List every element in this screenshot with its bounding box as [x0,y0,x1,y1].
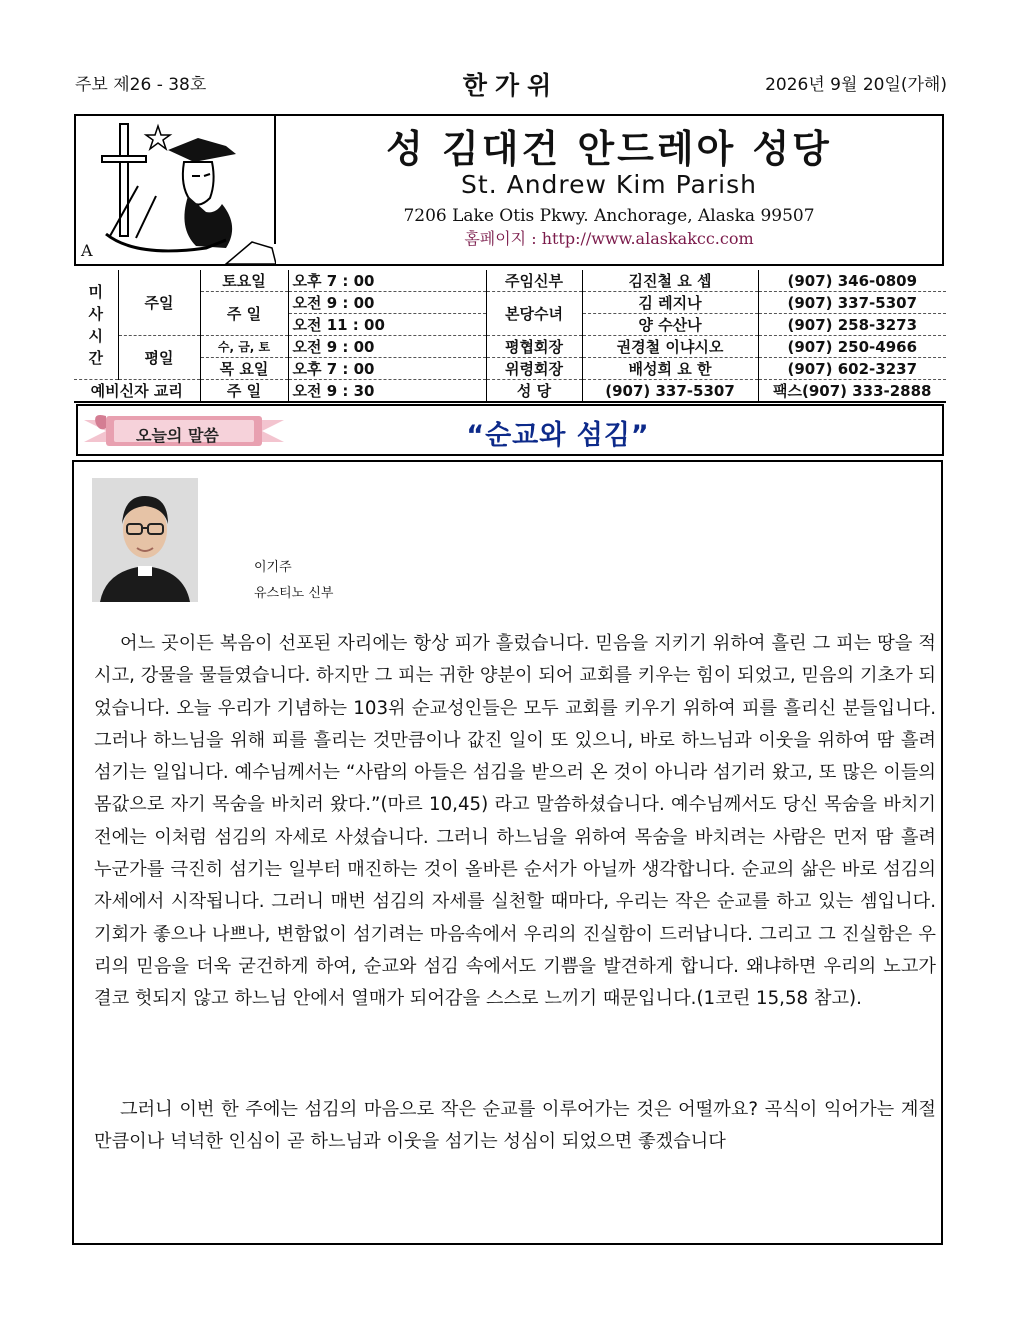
bulletin-date: 2026년 9월 20일(가해) [765,75,947,95]
parish-website-link[interactable]: 홈페이지 : http://www.alaskakcc.com [464,229,754,248]
table-row [74,358,946,380]
todays-word-banner [76,404,944,456]
todays-word-label: 오늘의 말씀 [136,426,219,445]
schedule-time: 오후 7 : 00 [288,270,486,292]
mass-label-char: 시 [88,326,103,345]
staff-role: 본당수녀 [486,292,582,336]
schedule-day: 주 일 [200,292,288,336]
staff-phone: (907) 337-5307 [758,292,946,314]
parish-name-korean: 성 김대건 안드레아 성당 [386,127,832,171]
parish-address: 7206 Lake Otis Pkwy. Anchorage, Alaska 99507 [403,206,815,226]
weekday-label: 평일 [118,336,200,380]
staff-name: 배성희 요 한 [582,358,758,380]
staff-role: 성 당 [486,380,582,403]
staff-name: 김진철 요 셉 [582,270,758,292]
parish-logo [76,116,276,264]
article-paragraph: 어느 곳이든 복음이 선포된 자리에는 항상 피가 흘렀습니다. 믿음을 지키기 위하여 흘린 그 피는 땅을 적시고, 강물을 물들였습니다. 하지만 그 피는 귀한 양분이 되어 교회를 키우는 힘이 되었고, 믿음의 기초가 되었습니다. 오늘 우리가 기념하는 103위 순교성인들은 모두 교회를 키우기 위하여 피를 흘리신 분들입니다. 그러나 하느님을 위해 피를 흘리는 것만큼이나 값진 일이 또 있으니, 바로 하느님과 이웃을 위하여 땀 흘려 섬기는 일입니다. 예수님께서는 “사람의 아들은 섬김을 받으러 온 것이 아니라 섬기러 왔고, 또 많은 이들의 몸값으로 자기 목숨을 바치러 왔다.”(마르 10,45) 라고 말씀하셨습니다. 예수님께서도 당신 목숨을 바치기 전에는 이처럼 섬김의 자세로 사셨습니다. 그러니 하느님을 위하여 목숨을 바치려는 사람은 먼저 땀 흘려 누군가를 극진히 섬기는 일부터 매진하는 것이 올바른 순서가 아닐까 생각합니다. 순교의 삶은 바로 섬김의 자세에서 시작됩니다. 그러니 매번 섬김의 자세를 실천할 때마다, 우리는 작은 순교를 하고 있는 셈입니다. 기회가 좋으나 나쁘나, 변함없이 섬기려는 마음속에서 우리의 진실함이 드러납니다. 그리고 그 진실함은 우리의 믿음을 더욱 굳건하게 하여, 순교와 섬김 속에서도 기쁨을 발견하게 합니다. 왜냐하면 우리의 노고가 결코 헛되지 않고 하느님 안에서 열매가 되어감을 스스로 느끼기 때문입니다.(1코린 15,58 참고). [94,633,936,1010]
staff-role: 주임신부 [486,270,582,292]
author-name: 이기주 [254,560,292,575]
staff-role: 평협회장 [486,336,582,358]
bulletin-header-line [75,66,947,100]
sermon-article [72,460,943,1245]
table-row [74,380,946,403]
schedule-day: 수, 금, 토 [200,336,288,358]
schedule-time: 오전 11 : 00 [288,314,486,336]
logo-letter: A [81,241,93,260]
mass-schedule-table [74,270,946,403]
author-title: 유스티노 신부 [254,586,334,601]
parish-header [74,114,944,266]
priest-portrait-icon [92,478,198,602]
staff-phone: (907) 602-3237 [758,358,946,380]
cross-priest-logo-icon [76,116,276,264]
bulletin-title: 한가위 [462,71,560,100]
mass-label-char: 미 [88,282,103,301]
priest-photo [92,478,198,602]
table-row [74,270,946,292]
schedule-time: 오전 9 : 00 [288,336,486,358]
mass-label-char: 사 [88,304,103,323]
schedule-day: 목 요일 [200,358,288,380]
catechumen-label: 예비신자 교리 [74,380,200,403]
table-row [74,292,946,314]
staff-phone: (907) 346-0809 [758,270,946,292]
staff-phone: (907) 250-4966 [758,336,946,358]
sunday-label: 주일 [118,270,200,336]
table-row [74,336,946,358]
staff-role: 위령회장 [486,358,582,380]
church-phone: (907) 337-5307 [582,380,758,403]
schedule-time: 오후 7 : 00 [288,358,486,380]
church-fax: 팩스(907) 333-2888 [758,380,946,403]
schedule-time: 오전 9 : 30 [288,380,486,403]
mass-time-label [74,270,118,380]
sermon-title: “순교와 섬김” [466,420,650,451]
schedule-time: 오전 9 : 00 [288,292,486,314]
staff-phone: (907) 258-3273 [758,314,946,336]
parish-name-english: St. Andrew Kim Parish [461,170,757,199]
staff-name: 권경철 이냐시오 [582,336,758,358]
mass-label-char: 간 [88,348,103,367]
staff-name: 김 레지나 [582,292,758,314]
schedule-day: 주 일 [200,380,288,403]
schedule-day: 토요일 [200,270,288,292]
staff-name: 양 수산나 [582,314,758,336]
issue-number: 주보 제26 - 38호 [75,75,207,95]
article-paragraph: 그러니 이번 한 주에는 섬김의 마음으로 작은 순교를 이루어가는 것은 어떨까요? 곡식이 익어가는 계절만큼이나 넉넉한 인심이 곧 하느님과 이웃을 섬기는 성심이 되었으면 좋겠습니다 [94,1099,936,1153]
